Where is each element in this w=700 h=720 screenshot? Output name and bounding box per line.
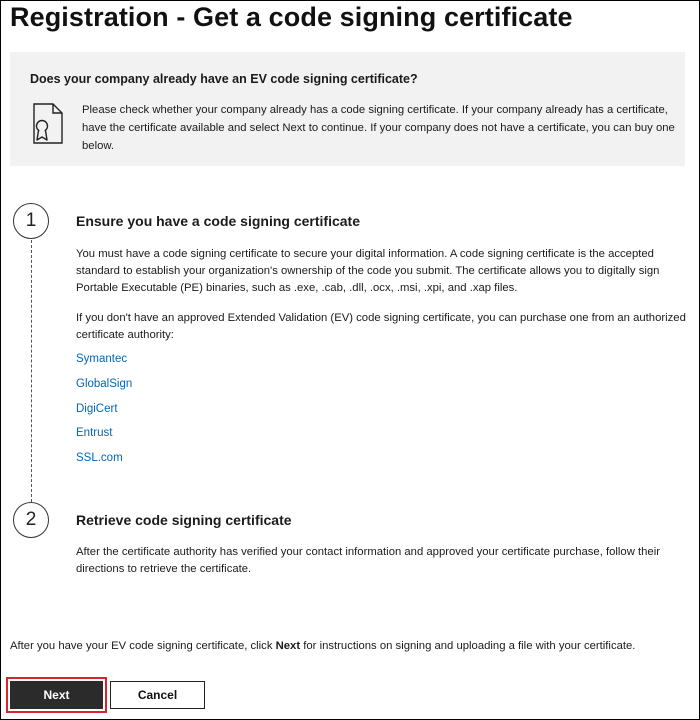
step-1-paragraph-2: If you don't have an approved Extended Validation (EV) code signing certificate, you can purchase one from an authorized certificate authority: [76, 312, 686, 341]
link-globalsign[interactable]: GlobalSign [76, 378, 133, 390]
cancel-button[interactable]: Cancel [110, 681, 205, 709]
step-2-paragraph: After the certificate authority has verified your contact information and approved your certificate purchase, follow their directions to retrieve the certificate. [76, 546, 660, 575]
link-symantec[interactable]: Symantec [76, 353, 128, 365]
certificate-document-icon [28, 102, 66, 146]
link-ssl-com[interactable]: SSL.com [76, 452, 123, 464]
info-heading: Does your company already have an EV code signing certificate? [30, 72, 418, 86]
next-button[interactable]: Next [10, 681, 103, 709]
footer-text-bold: Next [275, 640, 301, 652]
link-digicert[interactable]: DigiCert [76, 403, 118, 415]
step-connector-line [31, 240, 32, 502]
info-box [10, 52, 685, 166]
footer-text-before: After you have your EV code signing certificate, click [10, 640, 276, 652]
step-1-number: 1 [13, 203, 49, 239]
step-2-number: 2 [13, 502, 49, 538]
step-1-paragraph-1: You must have a code signing certificate to secure your digital information. A code signing certificate is the accepted standard to establish your organization's ownership of the code you submit. The certificate allows you to digitally sign Portable Executable (PE) binaries, such as .exe, .cab, .dll, .ocx, .msi, .xpi, and .xap files. [76, 248, 660, 294]
footer-instructions [10, 640, 690, 652]
page-title: Registration - Get a code signing certificate [10, 2, 573, 32]
step-1-title: Ensure you have a code signing certificate [76, 213, 360, 229]
footer-text-after: for instructions on signing and uploading a file with your certificate. [300, 640, 636, 652]
info-text: Please check whether your company already has a code signing certificate. If your company already has a certificate, have the certificate available and select Next to continue. If your company does not have a certificate, you can buy one below. [82, 104, 675, 152]
step-2-title: Retrieve code signing certificate [76, 512, 292, 528]
link-entrust[interactable]: Entrust [76, 427, 113, 439]
